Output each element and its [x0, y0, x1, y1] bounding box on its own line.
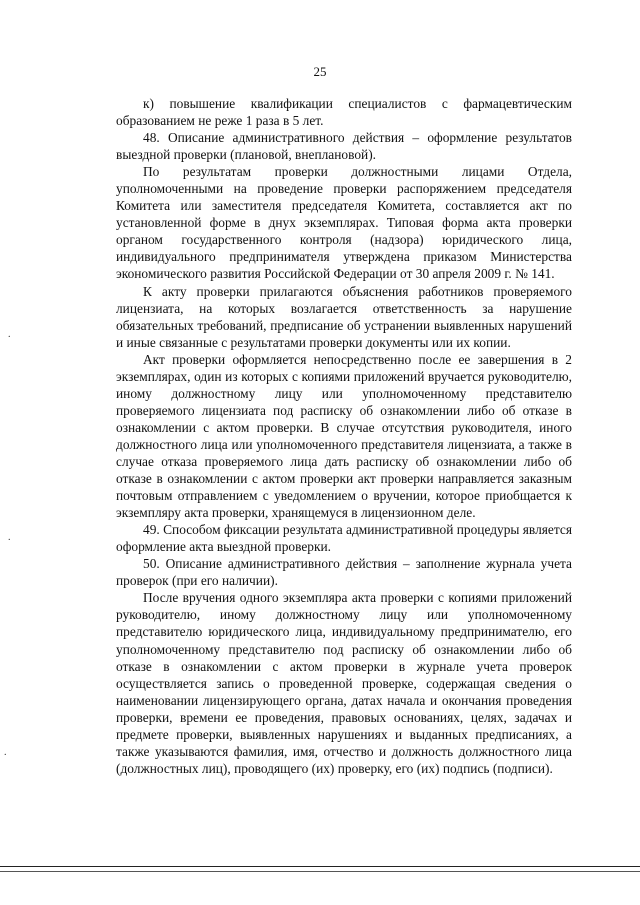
paragraph-journal-record: После вручения одного экземпляра акта проверки с копиями приложений руководителю, иному должностному лицу или уполномоченному представителю юридического лица, индивидуальному предпринимателю, его уполномоченному представителю под расписку об ознакомлении либо об отказе в ознакомлении с актом проверки в журнале учета проверок осуществляется запись о проведенной проверке, содержащая сведения о наименовании лицензирующего органа, датах начала и окончания проведения проверки, времени ее проведения, правовых основаниях, целях, задачах и предмете проверки, выявленных нарушениях и выданных предписаниях, а также указываются фамилия, имя, отчество и должность должностного лица (должностных лиц), проводящего (их) проверку, его (их) подпись (подписи). — [116, 590, 572, 776]
paragraph-48: 48. Описание административного действия – оформление результатов выездной проверки (плановой, внеплановой). — [116, 130, 572, 163]
bottom-divider — [0, 871, 640, 872]
body-text — [116, 95, 572, 777]
margin-mark: . — [4, 747, 7, 758]
paragraph-act-attachments: К акту проверки прилагаются объяснения работников проверяемого лицензиата, на которых возлагается ответственность за нарушение обязательных требований, предписание об устранении выявленных нарушений и иные связанные с результатами проверки документы или их копии. — [116, 283, 572, 350]
paragraph-act-execution: Акт проверки оформляется непосредственно после ее завершения в 2 экземплярах, один из которых с копиями приложений вручается руководителю, иному должностному лицу или уполномоченному представителю проверяемого лицензиата под расписку об ознакомлении либо об отказе в ознакомлении с актом проверки. В случае отсутствия руководителя, иного должностного лица или уполномоченного представителя лицензиата, а также в случае отказа проверяемого лица дать расписку об ознакомлении либо об отказе в ознакомлении с актом проверки акт проверки направляется заказным почтовым отправлением с уведомлением о вручении, которое приобщается к экземпляру акта проверки, хранящемуся в лицензионном деле. — [116, 351, 572, 521]
paragraph-item-k: к) повышение квалификации специалистов с фармацевтическим образованием не реже 1 раза в 5 лет. — [116, 96, 572, 129]
paragraph-50: 50. Описание административного действия – заполнение журнала учета проверок (при его наличии). — [116, 556, 572, 589]
page-number: 25 — [313, 64, 327, 79]
paragraph-inspection-results: По результатам проверки должностными лицами Отдела, уполномоченными на проведение проверки распоряжением председателя Комитета или заместителя председателя Комитета, составляется акт по установленной форме в днух экземплярах. Типовая форма акта проверки органом государственного контроля (надзора) юридического лица, индивидуального предпринимателя утверждена приказом Министерства экономического развития Российской Федерации от 30 апреля 2009 г. № 141. — [116, 164, 572, 282]
margin-mark: . — [8, 532, 11, 543]
paragraph-49: 49. Способом фиксации результата административной процедуры является оформление акта выездной проверки. — [116, 522, 572, 555]
margin-mark: . — [8, 329, 11, 340]
bottom-divider — [0, 866, 640, 867]
